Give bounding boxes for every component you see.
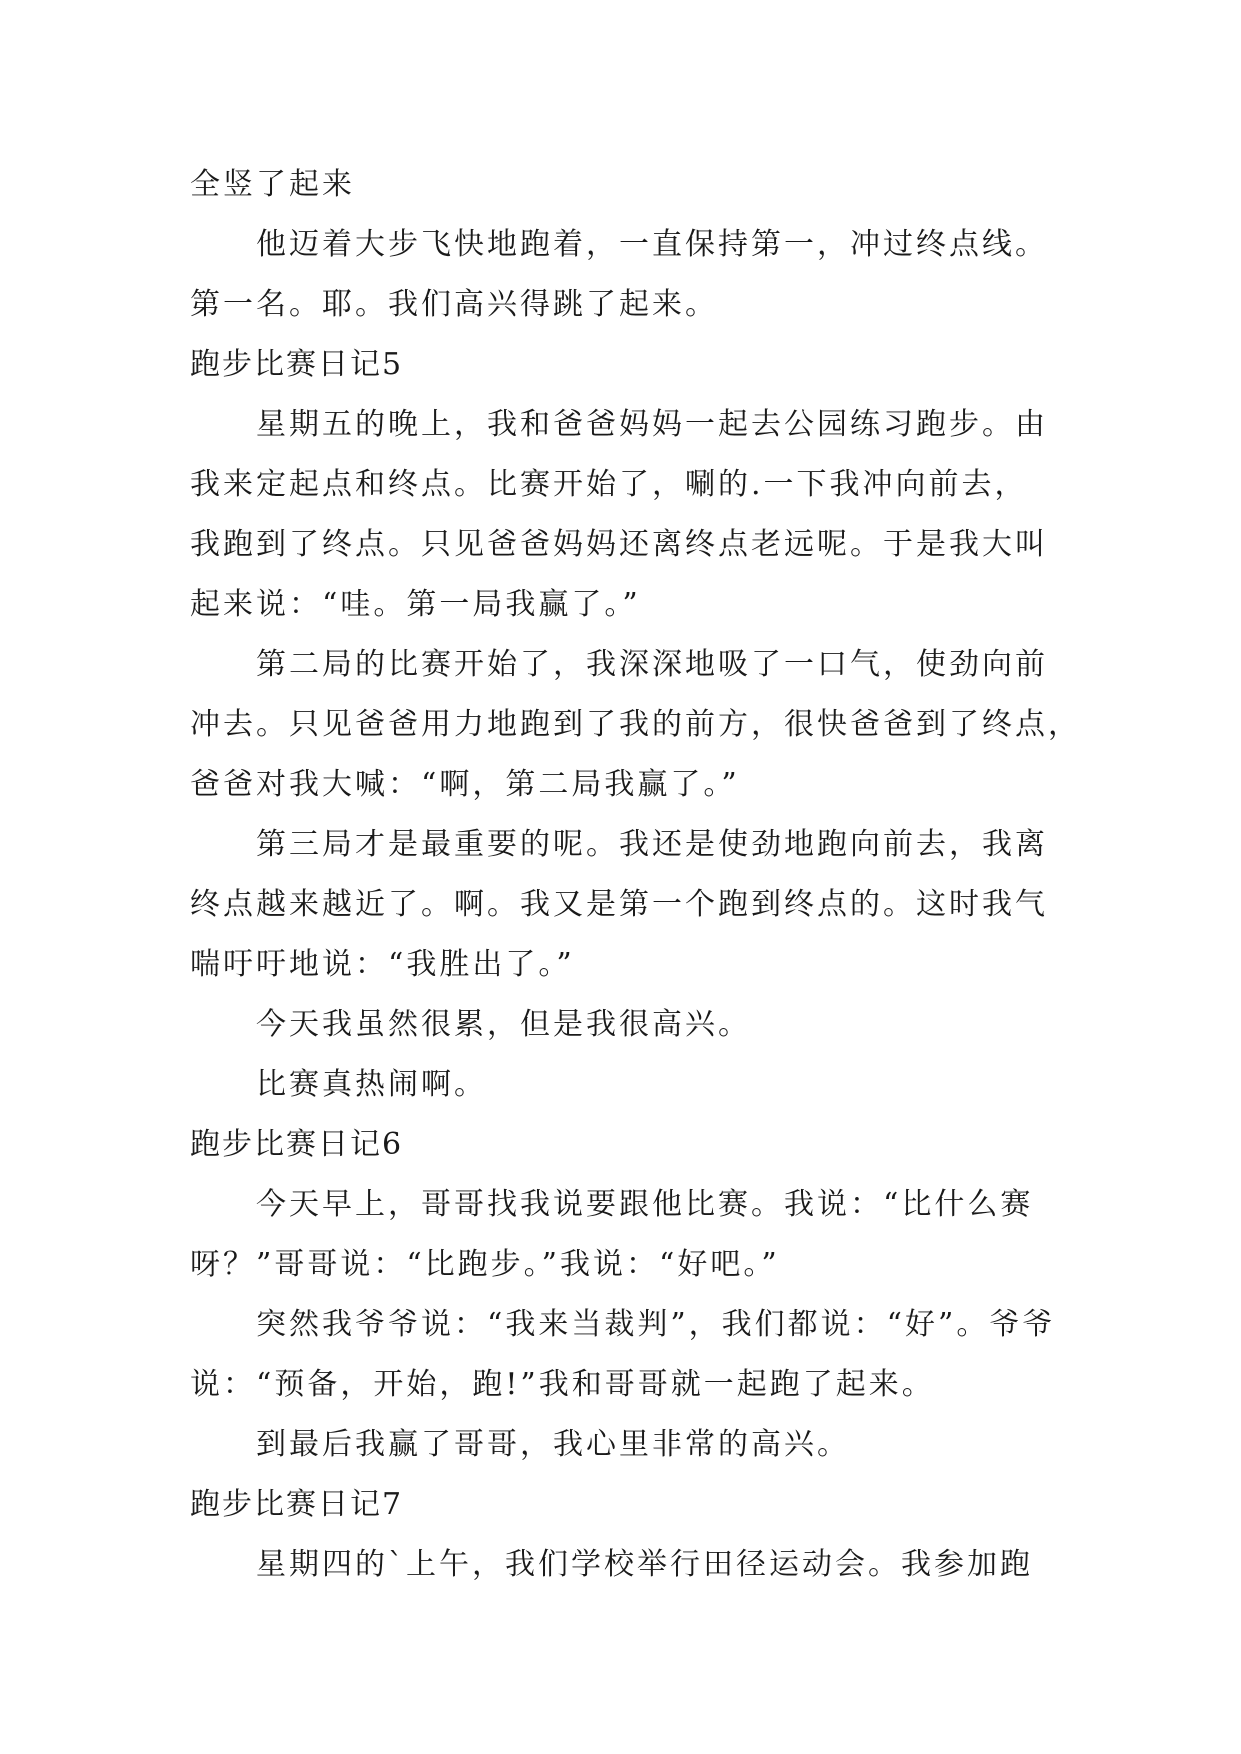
- text-line: 说：“预备，开始，跑!”我和哥哥就一起跑了起来。: [190, 1367, 935, 1402]
- paragraph-line: 今天我虽然很累，但是我很高兴。: [256, 1007, 751, 1042]
- paragraph-line: 突然我爷爷说：“我来当裁判”，我们都说：“好”。爷爷: [256, 1307, 1056, 1342]
- paragraph-line: 比赛真热闹啊。: [256, 1067, 487, 1102]
- paragraph-line: 第三局才是最重要的呢。我还是使劲地跑向前去，我离: [256, 827, 1048, 862]
- text-line: 起来说：“哇。第一局我赢了。”: [190, 587, 641, 622]
- paragraph-line: 今天早上，哥哥找我说要跟他比赛。我说：“比什么赛: [256, 1187, 1034, 1222]
- section-heading: 跑步比赛日记5: [190, 347, 404, 382]
- text-line: 第一名。耶。我们高兴得跳了起来。: [190, 287, 718, 322]
- section-heading: 跑步比赛日记6: [190, 1127, 404, 1162]
- paragraph-line: 星期四的`上午，我们学校举行田径运动会。我参加跑: [256, 1547, 1033, 1582]
- section-heading: 跑步比赛日记7: [190, 1487, 404, 1522]
- paragraph-line: 他迈着大步飞快地跑着，一直保持第一，冲过终点线。: [256, 227, 1048, 262]
- text-line: 我跑到了终点。只见爸爸妈妈还离终点老远呢。于是我大叫: [190, 527, 1048, 562]
- paragraph-line: 第二局的比赛开始了，我深深地吸了一口气，使劲向前: [256, 647, 1048, 682]
- text-line: 爸爸对我大喊：“啊，第二局我赢了。”: [190, 767, 740, 802]
- paragraph-line: 星期五的晚上，我和爸爸妈妈一起去公园练习跑步。由: [256, 407, 1048, 442]
- text-line: 我来定起点和终点。比赛开始了，唰的.一下我冲向前去，: [190, 467, 1028, 502]
- text-line: 冲去。只见爸爸用力地跑到了我的前方，很快爸爸到了终点，: [190, 707, 1081, 742]
- paragraph-line: 到最后我赢了哥哥，我心里非常的高兴。: [256, 1427, 850, 1462]
- text-line: 呀？”哥哥说：“比跑步。”我说：“好吧。”: [190, 1247, 780, 1282]
- text-line: 终点越来越近了。啊。我又是第一个跑到终点的。这时我气: [190, 887, 1048, 922]
- text-line: 全竖了起来: [190, 167, 355, 202]
- text-line: 喘吁吁地说：“我胜出了。”: [190, 947, 575, 982]
